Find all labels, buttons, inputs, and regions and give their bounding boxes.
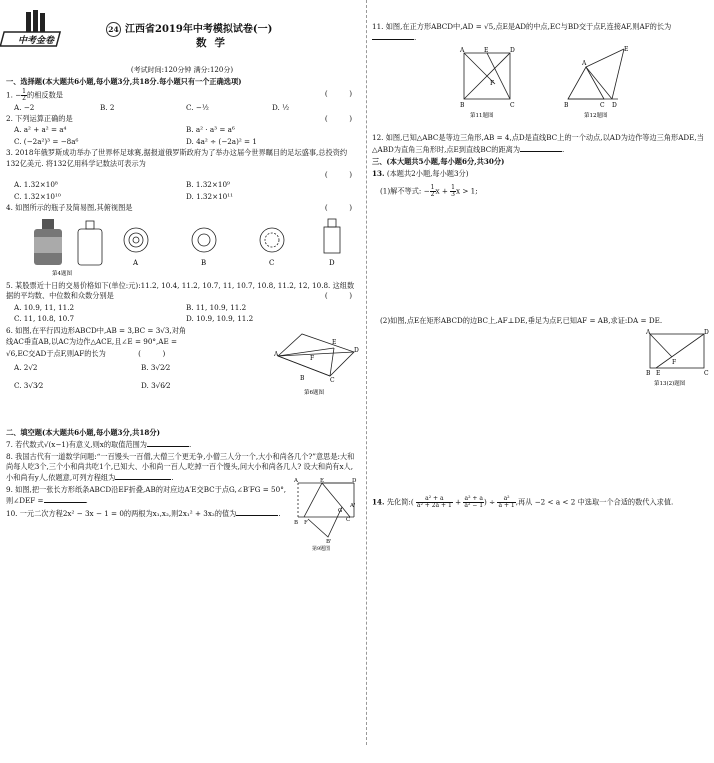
svg-text:A: A	[582, 59, 587, 67]
q1-option-a[interactable]: A. −2	[14, 102, 35, 112]
q11-q12-figures	[372, 45, 710, 129]
svg-text:F: F	[490, 79, 495, 87]
svg-text:B: B	[564, 101, 569, 109]
q1-options	[14, 103, 358, 113]
svg-text:G: G	[338, 507, 343, 514]
svg-text:B: B	[294, 519, 299, 526]
q14-frac-3: $\frac{\text{a²}}{a + 1}$	[498, 494, 515, 509]
svg-text:A: A	[646, 328, 651, 336]
q13-number: 13.	[372, 168, 385, 178]
q13-frac-1: $\frac{1}{2}$	[430, 184, 435, 199]
svg-text:A: A	[294, 477, 298, 484]
q4-label-a: A	[133, 258, 139, 267]
svg-text:F: F	[672, 358, 677, 366]
q2-number: 2.	[6, 114, 13, 124]
q13-caption: 第13(2)题图	[654, 380, 686, 387]
q10-answer-blank[interactable]	[236, 508, 278, 516]
q13-part2-answer-space[interactable]	[372, 395, 710, 495]
q13-part2	[380, 316, 710, 326]
q6-stem-2: 线AC垂直AB,以AC为边作△ACE,且∠E = 90°,AE =	[6, 337, 178, 347]
q7-stem: 若代数式√(x−1)有意义,则x的取值范围为	[15, 440, 147, 450]
question-9: 9. 如图,把一张长方形纸条ABCD沿EF折叠,AB的对应边A′E交BC于点G,∠B′FG = 50°,则∠DEF = .	[6, 484, 287, 506]
svg-text:F: F	[304, 519, 308, 526]
q5-options-row2	[14, 314, 358, 324]
svg-text:D: D	[510, 46, 515, 54]
q6-stem-3: √6,EC交AD于点F,则AF的长为	[6, 348, 106, 358]
question-4	[6, 203, 358, 213]
logo-icon	[8, 10, 70, 50]
q5-options-row1	[14, 303, 358, 313]
column-divider	[366, 0, 367, 745]
bottle-outline-icon	[78, 221, 102, 265]
q2-options-row2	[14, 137, 358, 147]
exam-subject: 数学	[196, 37, 233, 49]
svg-text:A: A	[274, 350, 279, 358]
q2-options-row1	[14, 125, 358, 135]
q4-number: 4.	[6, 203, 13, 213]
option-c-view-icon	[260, 228, 284, 252]
q7-answer-blank[interactable]	[147, 439, 189, 447]
q14-answer-space[interactable]	[372, 510, 710, 630]
question-3	[6, 148, 358, 169]
svg-text:B: B	[300, 374, 305, 382]
svg-text:E: E	[656, 369, 661, 377]
answer-bracket[interactable]: ( )	[324, 88, 352, 98]
q6-caption: 第6题图	[304, 389, 324, 396]
q3-option-b[interactable]: B. 1.32×10⁹	[186, 180, 230, 190]
svg-text:C: C	[346, 516, 351, 523]
q3-number: 3.	[6, 148, 13, 158]
svg-text:D: D	[352, 477, 357, 484]
answer-bracket[interactable]: ( )	[324, 291, 352, 301]
q6-option-a[interactable]: A. 2√2	[14, 363, 38, 373]
logo-text: 中考金卷	[18, 36, 55, 46]
svg-text:C: C	[330, 376, 335, 384]
q3-options-row2	[14, 192, 358, 202]
q10-number: 10.	[6, 508, 18, 518]
q1-option-b[interactable]: B. 2	[100, 102, 115, 112]
question-9-10-block	[6, 477, 358, 552]
q12-number: 12.	[372, 133, 384, 143]
q6-option-d[interactable]: D. 3√6⁄2	[141, 381, 171, 391]
q5-stem: 某股票近十日的交易价格如下(单位:元):11.2, 10.4, 11.2, 10.7, 11, 10.7, 10.8, 11.2, 12, 10.8. 这组数据的平均数、中位数和众数分别是	[6, 280, 355, 301]
svg-text:E: E	[320, 477, 325, 484]
q6-number: 6.	[6, 325, 13, 335]
q10-stem: 一元二次方程2x² − 3x − 1 = 0的两根为x₁,x₂,则2x₁² + 3x₂的值为	[19, 508, 237, 518]
svg-text:E: E	[624, 45, 629, 53]
exam-title	[106, 22, 272, 38]
q4-label-d: D	[329, 258, 335, 267]
section2-title: 二、填空题(本大题共6小题,每小题3分,共18分)	[6, 427, 160, 437]
option-d-view-icon	[324, 219, 340, 253]
q2-stem: 下列运算正确的是	[15, 114, 73, 124]
q13-intro: (本题共2小题,每小题3分)	[386, 168, 469, 178]
q1-option-c[interactable]: C. −½	[186, 102, 209, 112]
q14-tail: ,再从 −2 < a < 2 中选取一个合适的数代入求值.	[515, 497, 674, 507]
q13-part2-text: (2)如图,点E在矩形ABCD的边BC上,AF⊥DE,垂足为点F,已知AF = AB,求证:DA = DE.	[380, 316, 663, 326]
q3-bracket-row	[6, 170, 358, 179]
q11-number: 11.	[372, 22, 384, 31]
option-b-view-icon	[192, 228, 216, 252]
svg-text:E: E	[484, 46, 489, 54]
q1-fraction: $\frac{1}{2}$	[22, 87, 26, 102]
q13-part1-answer-space[interactable]	[372, 199, 710, 315]
q3-option-a[interactable]: A. 1.32×10⁸	[14, 180, 58, 190]
section1-title: 一、选择题(本大题共6小题,每小题3分,共18分.每小题只有一个正确选项)	[6, 77, 242, 87]
q9-figure	[294, 477, 358, 551]
q8-stem: 我国古代有一道数学问题:“一百馒头一百僧,大僧三个更无争,小僧三人分一个,大小和尚各几个?”意思是:大和尚每人吃3个,三个小和尚共吃1个,已知大、小和尚一百人,吃掉一百个馒头,问大小和尚各几人? 设大和尚有x人,小和尚有y人,依题意,可列方程组为	[6, 451, 355, 483]
q12-stem: 如图,已知△ABC是等边三角形,AB = 4,点D是直线BC上的一个动点,以AD为边作等边三角形ADE,当△ABD为直角三角形时,点E到直线BC的距离为	[372, 133, 704, 154]
q7-number: 7.	[6, 440, 13, 450]
q14-stem: 先化简:	[386, 497, 411, 507]
svg-text:A': A'	[350, 502, 356, 509]
q5-option-b[interactable]: B. 11, 10.9, 11.2	[186, 302, 247, 312]
q11-figure	[464, 53, 510, 99]
question-1: 1. − $\frac{1}{2}$ 的相反数是 ( )	[6, 87, 352, 102]
q14-frac-1: $\frac{\text{a² + a}}{\text{a² + 2a + 1}}$	[416, 494, 452, 509]
q5-option-d[interactable]: D. 10.9, 10.9, 11.2	[186, 314, 254, 324]
q13-frac-2: $\frac{1}{3}$	[451, 184, 455, 199]
svg-text:F: F	[310, 354, 315, 362]
svg-text:C: C	[600, 101, 605, 109]
q4-figure	[6, 215, 356, 277]
question-11: 11. 如图,在正方形ABCD中,AD = √5,点E是AD的中点,EC与BD交于点F,连接AF,则AF的长为.	[372, 22, 672, 43]
right-column	[372, 0, 710, 630]
exam-info: (考试时间:120分钟 满分:120分)	[130, 66, 234, 74]
exam-title-text: 江西省2019年中考模拟试卷(一)	[125, 24, 273, 35]
q1-number: 1.	[6, 90, 13, 100]
answer-bracket[interactable]: ( )	[324, 170, 352, 180]
q2-option-a[interactable]: A. a² + a² = a⁴	[14, 125, 67, 135]
q6-figure	[274, 326, 358, 398]
q13-part1-text: (1)解不等式:	[380, 186, 422, 196]
svg-text:C: C	[510, 101, 515, 109]
q3-option-d[interactable]: D. 1.32×10¹¹	[186, 191, 234, 201]
answer-bracket[interactable]: ( )	[324, 114, 352, 124]
answer-bracket[interactable]: ( )	[138, 348, 166, 358]
q9-stem: 如图,把一张长方形纸条ABCD沿EF折叠,AB的对应边A′E交BC于点G,∠B′FG = 50°,则∠DEF =	[6, 484, 287, 506]
svg-text:E: E	[332, 338, 337, 346]
q9-number: 9.	[6, 484, 13, 494]
svg-text:D: D	[354, 346, 359, 354]
question-6	[6, 326, 358, 426]
q4-caption: 第4题图	[52, 270, 72, 277]
q14-number: 14.	[372, 497, 385, 507]
question-12: 12. 如图,已知△ABC是等边三角形,AB = 4,点D是直线BC上的一个动点,以AD为边作等边三角形ADE,当△ABD为直角三角形时,点E到直线BC的距离为 .	[372, 133, 704, 154]
svg-text:B: B	[460, 101, 465, 109]
svg-text:D: D	[704, 328, 709, 336]
question-7: 7. 若代数式√(x−1)有意义,则x的取值范围为 .	[6, 440, 192, 450]
q12-answer-blank[interactable]	[520, 144, 562, 152]
q6-option-b[interactable]: B. 3√2⁄2	[141, 363, 171, 373]
svg-text:D: D	[612, 101, 617, 109]
q1-stem: 的相反数是	[27, 90, 63, 100]
exam-number-badge: 24	[106, 22, 121, 37]
q3-option-c[interactable]: C. 1.32×10¹⁰	[14, 191, 61, 201]
q1-option-d[interactable]: D. ½	[272, 102, 290, 112]
q8-number: 8.	[6, 451, 13, 461]
question-10: 10. 一元二次方程2x² − 3x − 1 = 0的两根为x₁,x₂,则2x₁² + 3x₂的值为 .	[6, 508, 281, 518]
q8-answer-blank[interactable]	[115, 472, 171, 480]
question-8: 8. 我国古代有一道数学问题:“一百馒头一百僧,大僧三个更无争,小僧三人分一个,大小和尚各几个?”意思是:大和尚每人吃3个,三个小和尚共吃1个,已知大、小和尚一百人,吃掉一百个馒头,问大小和尚各几人? 设大和尚有x人,小和尚有y人,依题意,可列方程组为 .	[6, 451, 355, 483]
bottle-photo-icon	[34, 219, 62, 265]
q9-answer-blank[interactable]	[44, 495, 86, 503]
svg-text:B: B	[646, 369, 651, 377]
q13-figure	[372, 328, 710, 392]
q12-figure	[568, 49, 624, 99]
svg-text:C: C	[704, 369, 709, 377]
svg-text:B': B'	[326, 538, 332, 545]
option-a-view-icon	[124, 228, 148, 252]
q13-part1: (1)解不等式: − $\frac{1}{2}$ x + $\frac{1}{3}$ x > 1;	[380, 184, 478, 199]
q5-option-a[interactable]: A. 10.9, 11, 11.2	[14, 302, 75, 312]
q2-option-b[interactable]: B. a² · a³ = a⁶	[186, 125, 235, 135]
q11-caption: 第11题图	[470, 112, 494, 119]
question-13	[372, 169, 710, 179]
q9-caption: 第9题图	[312, 545, 331, 552]
exam-header	[6, 0, 358, 62]
q6-option-c[interactable]: C. 3√3⁄2	[14, 381, 44, 391]
answer-bracket[interactable]: ( )	[324, 203, 352, 213]
question-5	[6, 281, 358, 302]
q14-frac-2: $\frac{\text{a² + a}}{\text{a² − 1}}$	[464, 494, 484, 509]
q3-stem: 2018年俄罗斯成功举办了世界杯足球赛,据报道俄罗斯政府为了举办这届今世界瞩目的足坛盛事,总投资约132亿美元. 将132亿用科学记数法可表示为	[6, 148, 348, 168]
q4-label-c: C	[269, 258, 275, 267]
q2-option-c[interactable]: C. (−2a²)³ = −8a⁶	[14, 136, 79, 146]
q12-caption: 第12题图	[584, 112, 608, 119]
q11-answer-blank[interactable]	[372, 32, 414, 40]
q5-number: 5.	[6, 280, 13, 290]
q11-stem: 如图,在正方形ABCD中,AD = √5,点E是AD的中点,EC与BD交于点F,连接AF,则AF的长为	[385, 22, 672, 31]
section3-title: 三、(本大题共5小题,每小题6分,共30分)	[372, 157, 505, 167]
q2-option-d[interactable]: D. 4a² ÷ (−2a)² = 1	[186, 136, 257, 146]
svg-text:A: A	[460, 46, 465, 54]
question-14: 14. 先化简:( $\frac{\text{a² + a}}{\text{a² + 2a + 1}}$ + $\frac{\text{a² + a}}{\text{a² − 1}}$ ) ÷ $\frac{\text{a²}}{a + 1}$ ,再从 −2 < a < 2 中选取一个合适的数代入求值.	[372, 494, 674, 509]
q5-option-c[interactable]: C. 11, 10.8, 10.7	[14, 314, 75, 324]
q3-options-row1	[14, 180, 358, 190]
q4-label-b: B	[201, 258, 207, 267]
q4-stem: 如图所示的瓶子及简易图,其俯视图是	[15, 203, 133, 213]
question-2	[6, 114, 358, 124]
q6-stem-1: 如图,在平行四边形ABCD中,AB = 3,BC = 3√3,对角	[15, 325, 187, 335]
left-column	[6, 0, 359, 552]
